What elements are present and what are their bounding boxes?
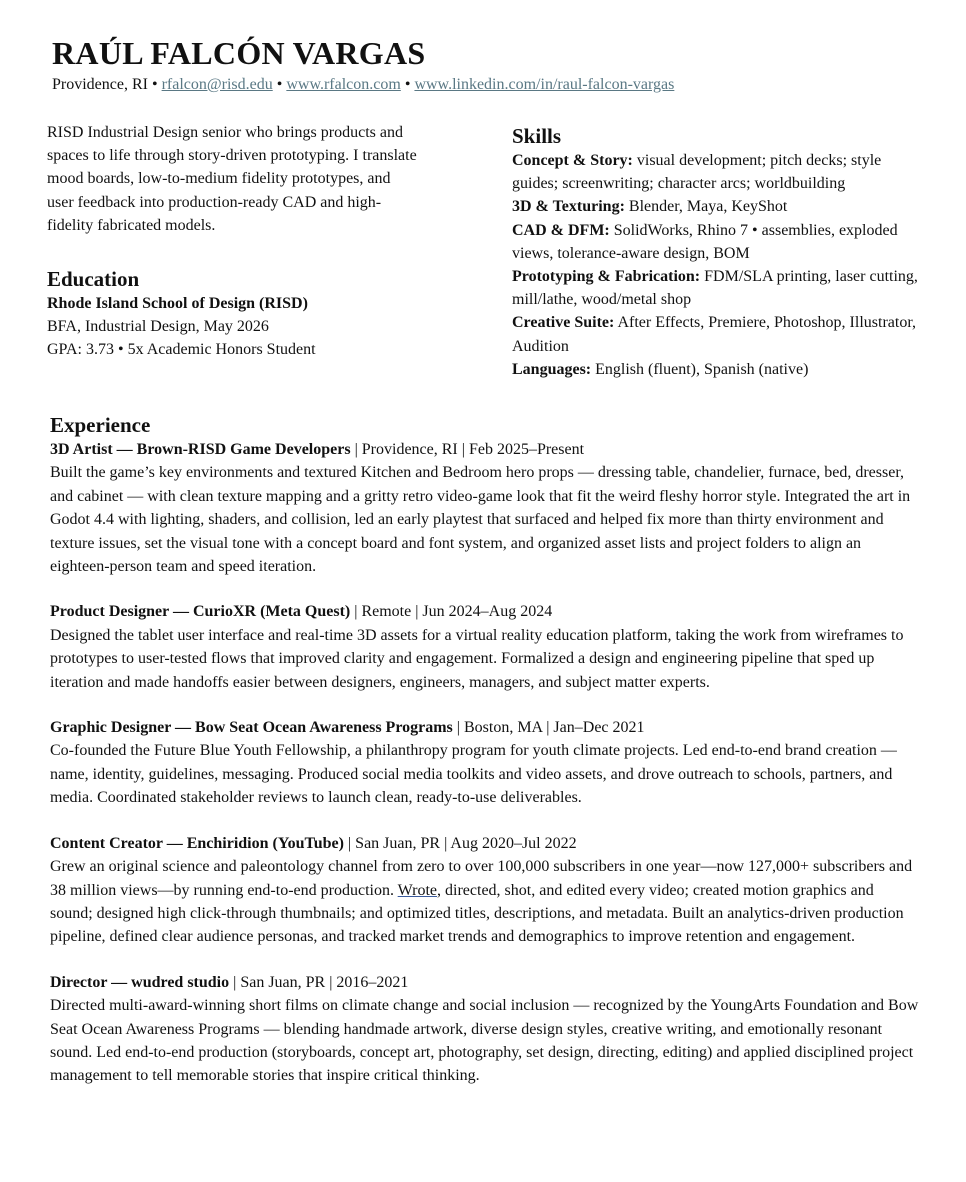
job-description: Directed multi-award-winning short films on climate change and social inclusion — recognized by the YoungArts Foundation and Bow Seat Ocean Awareness Programs — blending handmade artwork, diverse design styles, creative writing, and emotionally resonant sound. Led end-to-end production (storyboards, concept art, photography, set design, directing, editing) and applied disciplined project management to tell memorable stories that inspire critical thinking.: [50, 997, 919, 1085]
skill-item: [512, 149, 927, 195]
job-description: Co-founded the Future Blue Youth Fellowship, a philanthropy program for youth climate projects. Led end-to-end brand creation — name, identity, guidelines, messaging. Produced social media toolkits and video assets, and drove outreach to schools, partners, and media. Coordinated stakeholder reviews to launch clean, ready-to-use deliverables.: [50, 742, 897, 807]
job-role: Content Creator — Enchiridion (YouTube): [50, 834, 344, 852]
job-title: [50, 832, 920, 855]
skill-item: [512, 311, 927, 357]
summary-line: user feedback into production-ready CAD and high-: [47, 193, 382, 211]
summary-line: fidelity fabricated models.: [47, 216, 216, 234]
job-role: Graphic Designer — Bow Seat Ocean Awareness Programs: [50, 719, 453, 737]
resume-name: RAÚL FALCÓN VARGAS: [52, 35, 426, 71]
education-gpa: GPA: 3.73 • 5x Academic Honors Student: [47, 341, 316, 359]
job-entry: [50, 438, 920, 578]
job-title: [50, 971, 920, 994]
job-entry: [50, 716, 920, 810]
location: Providence, RI: [52, 76, 148, 93]
skill-label: 3D & Texturing:: [512, 198, 625, 216]
separator: •: [272, 76, 287, 93]
skill-text: Blender, Maya, KeyShot: [624, 198, 788, 216]
job-meta: | Boston, MA | Jan–Dec 2021: [452, 719, 645, 737]
separator: •: [147, 76, 162, 93]
job-description: Built the game’s key environments and textured Kitchen and Bedroom hero props — dressing table, chandelier, furnace, bed, dresser, and cabinet — with clean texture mapping and a gritty retro video-game look that fit the weird fleshy horror style. Integrated the art in Godot 4.4 with lighting, shaders, and collision, led an early playtest that surfaced and helped fix more than thirty environment and texture issues, set the visual tone with a concept board and font system, and organized asset lists and project folders to align an eighteen-person team and speed iteration.: [50, 464, 911, 576]
skill-item: [512, 358, 927, 381]
job-role: 3D Artist — Brown-RISD Game Developers: [50, 441, 351, 458]
linkedin-link[interactable]: www.linkedin.com/in/raul-falcon-vargas: [414, 76, 675, 93]
job-meta: | Remote | Jun 2024–Aug 2024: [350, 603, 553, 621]
job-desc-text: Grew an original science and paleontology channel from zero to over 100,000 subscribers in one year—now 127,000+ subscribers and 38 million views—by running end-to-end production.: [50, 858, 913, 899]
summary: [47, 121, 467, 237]
job-desc-text: , directed, shot, and edited every video; created motion graphics and sound; designed high click-through thumbnails; and optimized titles, descriptions, and metadata. Built an analytics-driven production pipeline, defined clear audience personas, and tracked market trends and demographics to improve retention and engagement.: [50, 881, 904, 946]
education-heading: Education: [47, 267, 140, 292]
email-link[interactable]: rfalcon@risd.edu: [161, 76, 273, 93]
experience-section: [50, 412, 920, 1110]
education-school: Rhode Island School of Design (RISD): [47, 295, 308, 313]
job-entry: [50, 600, 920, 694]
skill-text: English (fluent), Spanish (native): [591, 360, 809, 378]
summary-line: spaces to life through story-driven prototyping. I translate: [47, 147, 417, 165]
job-entry: [50, 971, 920, 1088]
education-degree: BFA, Industrial Design, May 2026: [47, 318, 269, 336]
skill-label: Prototyping & Fabrication:: [512, 268, 701, 286]
skill-label: Languages:: [512, 360, 592, 378]
right-column: [512, 123, 927, 381]
skills-heading: Skills: [512, 124, 562, 148]
skill-text: After Effects, Premiere, Photoshop, Illustrator, Audition: [512, 314, 917, 355]
contact-line: [52, 75, 674, 95]
summary-line: mood boards, low-to-medium fidelity prototypes, and: [47, 170, 391, 188]
experience-heading: Experience: [50, 413, 151, 437]
job-role: Director — wudred studio: [50, 973, 230, 991]
skill-label: CAD & DFM:: [512, 221, 610, 239]
job-meta: | Providence, RI | Feb 2025–Present: [350, 441, 585, 458]
skill-label: Creative Suite:: [512, 314, 615, 332]
skill-text: FDM/SLA printing, laser cutting, mill/lathe, wood/metal shop: [512, 268, 918, 309]
summary-line: RISD Industrial Design senior who brings products and: [47, 124, 403, 141]
job-title: [50, 716, 920, 739]
skill-text: visual development; pitch decks; style guides; screenwriting; character arcs; worldbuilding: [512, 152, 882, 193]
skill-item: [512, 219, 927, 265]
job-title: [50, 438, 920, 461]
website-link[interactable]: www.rfalcon.com: [286, 76, 401, 93]
job-title: [50, 600, 920, 623]
skill-item: [512, 265, 927, 311]
spellcheck-underlined-word: Wrote: [397, 881, 438, 899]
job-meta: | San Juan, PR | Aug 2020–Jul 2022: [343, 834, 577, 852]
left-column: [47, 121, 467, 362]
separator: •: [400, 76, 415, 93]
job-description: Designed the tablet user interface and real-time 3D assets for a virtual reality education platform, taking the work from wireframes to prototypes to user-tested flows that improved clarity and engagement. Formalized a design and engineering pipeline that sped up iteration and made handoffs easier between designers, engineers, managers, and subject matter experts.: [50, 626, 904, 691]
job-description: [50, 855, 920, 949]
skill-label: Concept & Story:: [512, 152, 633, 169]
job-entry: [50, 832, 920, 949]
skill-text: SolidWorks, Rhino 7 • assemblies, exploded views, tolerance-aware design, BOM: [512, 221, 898, 262]
skill-item: [512, 195, 927, 218]
job-role: Product Designer — CurioXR (Meta Quest): [50, 603, 351, 621]
job-meta: | San Juan, PR | 2016–2021: [229, 973, 409, 991]
